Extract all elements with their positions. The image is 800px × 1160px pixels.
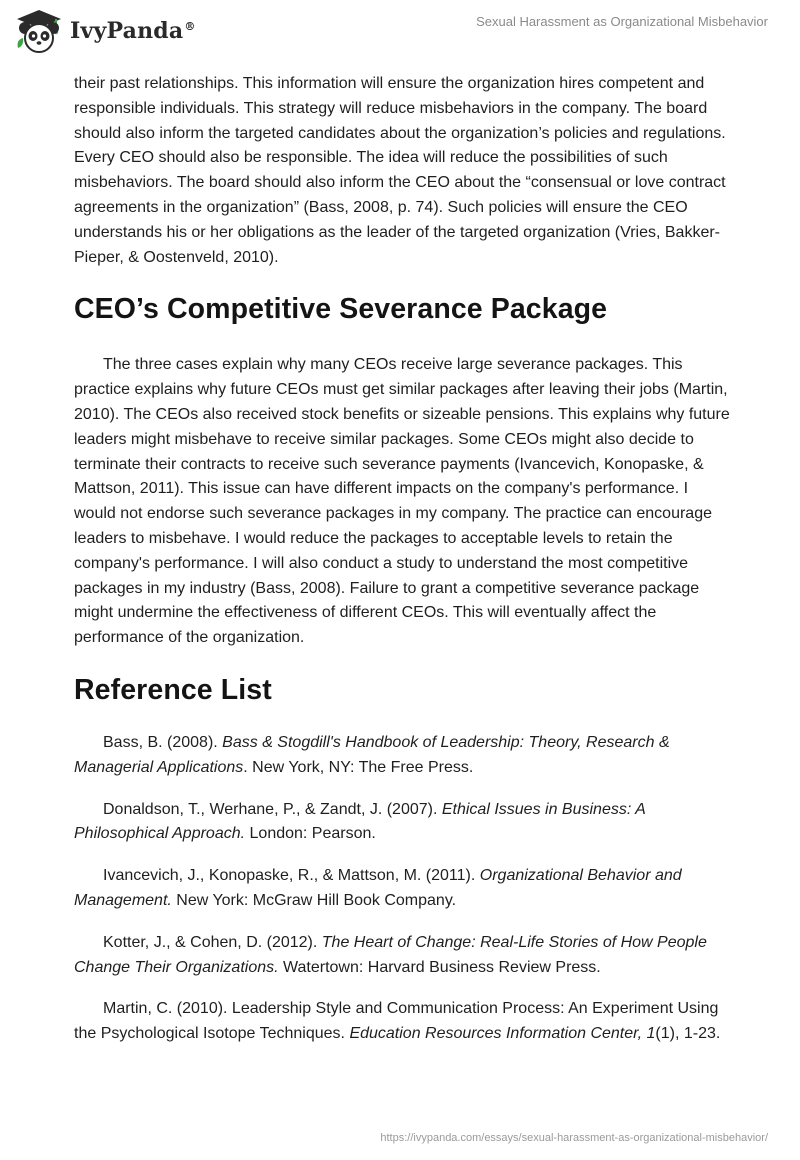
source-url[interactable]: https://ivypanda.com/essays/sexual-harassment-as-organizational-misbehavior/ <box>380 1132 768 1144</box>
article-body <box>74 72 730 1064</box>
intro-paragraph: their past relationships. This information will ensure the organization hires competent and responsible individuals. This strategy will reduce misbehaviors in the company. The board should also inform the targeted candidates about the organization’s policies and regulations. Every CEO should also be responsible. The idea will reduce the possibilities of such misbehaviors. The board should also inform the CEO about the “consensual or love contract agreements in the organization” (Bass, 2008, p. 74). Such policies will ensure the CEO understands his or her obligations as the leader of the targeted organization (Vries, Bakker-Pieper, & Oostenveld, 2010). <box>74 75 726 266</box>
reference-item: Bass, B. (2008). Bass & Stogdill's Handbook of Leadership: Theory, Research & Managerial Applications. New York, NY: The Free Press. <box>74 733 670 776</box>
reference-item: Donaldson, T., Werhane, P., & Zandt, J. (2007). Ethical Issues in Business: A Philosophical Approach. London: Pearson. <box>74 800 646 843</box>
panda-graduate-icon <box>14 8 64 54</box>
section-heading-severance: CEO’s Competitive Severance Package <box>74 293 608 326</box>
reference-item: Kotter, J., & Cohen, D. (2012). The Heart of Change: Real-Life Stories of How People Change Their Organizations. Watertown: Harvard Business Review Press. <box>74 933 707 976</box>
severance-paragraph: The three cases explain why many CEOs receive large severance packages. This practice explains why future CEOs must get similar packages after leaving their jobs (Martin, 2010). The CEOs also received stock benefits or sizeable pensions. This explains why future leaders might misbehave to receive similar packages. Some CEOs might also decide to terminate their contracts to receive such severance payments (Ivancevich, Konopaske, & Mattson, 2011). This issue can have different impacts on the company's performance. I would not endorse such severance packages in my company. The practice can encourage leaders to misbehave. I would reduce the packages to acceptable levels to retain the company's performance. I will also conduct a study to understand the most competitive packages in my industry (Bass, 2008). Failure to grant a competitive severance package might undermine the effectiveness of different CEOs. This will eventually affect the performance of the organization. <box>74 356 730 647</box>
registered-mark: ® <box>184 19 196 33</box>
ivypanda-logo[interactable] <box>14 8 196 54</box>
section-heading-references: Reference List <box>74 673 272 706</box>
reference-item: Martin, C. (2010). Leadership Style and Communication Process: An Experiment Using the Psychological Isotope Techniques. Education Resources Information Center, 1(1), 1-23. <box>74 1000 721 1043</box>
reference-item: Ivancevich, J., Konopaske, R., & Mattson, M. (2011). Organizational Behavior and Management. New York: McGraw Hill Book Company. <box>74 867 682 909</box>
reference-list <box>74 731 730 1047</box>
page-header <box>0 0 800 62</box>
brand-name: IvyPanda® <box>70 18 196 44</box>
document-title: Sexual Harassment as Organizational Misbehavior <box>476 14 768 29</box>
